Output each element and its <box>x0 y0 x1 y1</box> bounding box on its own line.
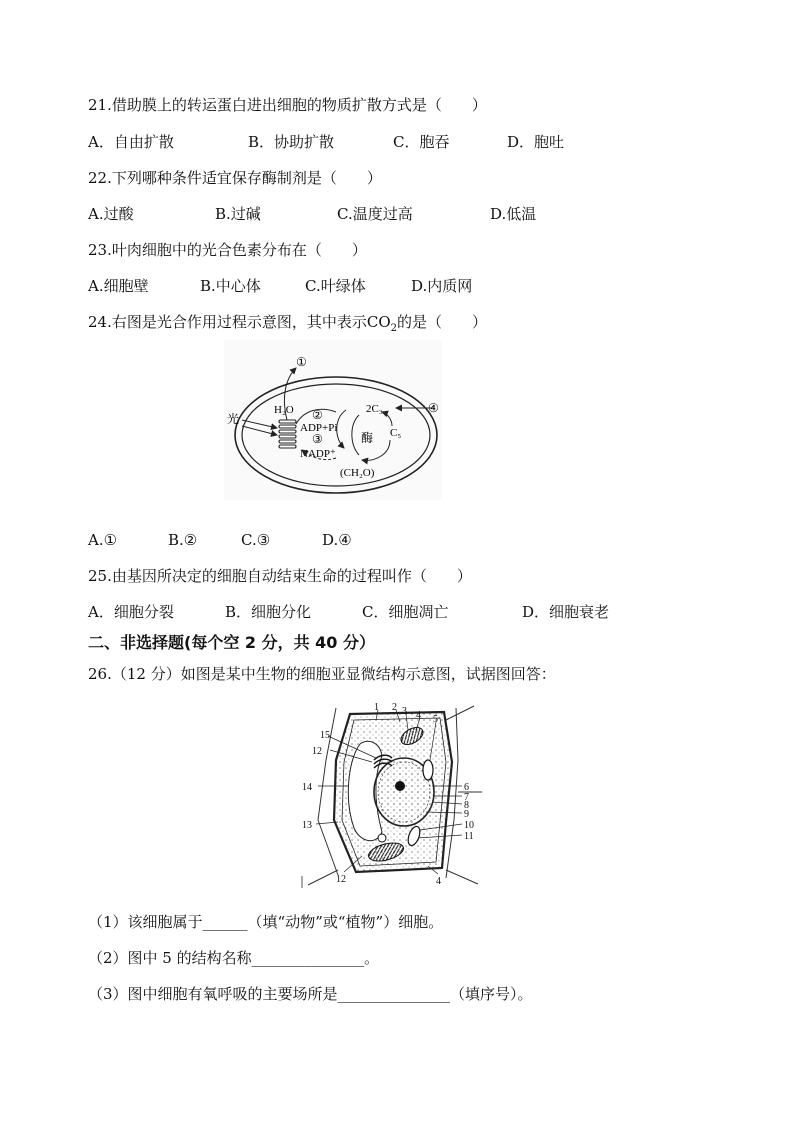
cell-label-7: 7 <box>464 792 469 803</box>
cell-label-15: 15 <box>320 730 330 741</box>
plant-cell-diagram <box>296 700 486 890</box>
cell-label-6: 6 <box>464 782 469 793</box>
q22-option-a: A.过酸 <box>88 205 134 223</box>
q25-option-b: B．细胞分化 <box>225 603 312 621</box>
h2o-label: H₂O <box>274 404 294 416</box>
mitochondrion <box>423 760 433 780</box>
enzyme-label: 酶 <box>361 431 374 445</box>
marker-2: ② <box>312 408 323 422</box>
q21-stem: 21.借助膜上的转运蛋白进出细胞的物质扩散方式是（ ） <box>88 96 487 114</box>
adp-label: ADP+Pi <box>300 422 338 434</box>
cell-label-4b: 4 <box>436 876 441 887</box>
q23-stem: 23.叶肉细胞中的光合色素分布在（ ） <box>88 241 367 259</box>
q24-option-d: D.④ <box>322 531 352 549</box>
photosynthesis-diagram <box>224 340 442 500</box>
cell-label-10: 10 <box>464 820 474 831</box>
cell-label-11: 11 <box>464 831 474 842</box>
marker-4: ④ <box>428 401 439 415</box>
cell-label-4: 4 <box>416 710 421 721</box>
c3-label: 2C₃ <box>366 403 383 415</box>
cell-label-3: 3 <box>402 706 407 717</box>
cell-label-9: 9 <box>464 809 469 820</box>
q26-sub1: （1）该细胞属于______（填“动物”或“植物”）细胞。 <box>88 913 444 931</box>
q25-stem: 25.由基因所决定的细胞自动结束生命的过程叫作（ ） <box>88 567 472 585</box>
q22-option-c: C.温度过高 <box>337 205 413 223</box>
q25-option-c: C．细胞凋亡 <box>362 603 449 621</box>
cell-label-13: 13 <box>302 820 312 831</box>
q21-option-b: B．协助扩散 <box>248 133 335 151</box>
marker-3: ③ <box>312 432 323 446</box>
q22-option-d: D.低温 <box>490 205 537 223</box>
nadp-label: NADP⁺ <box>300 448 336 460</box>
q22-stem: 22.下列哪种条件适宜保存酶制剂是（ ） <box>88 169 382 187</box>
q24-stem: 24.右图是光合作用过程示意图，其中表示$CO_2$的是（ ） <box>88 313 488 334</box>
q23-option-a: A.细胞壁 <box>88 277 149 295</box>
cell-label-14: 14 <box>302 782 312 793</box>
nucleolus <box>395 781 405 791</box>
ch2o-label: (CH₂O) <box>340 467 375 479</box>
q21-option-c: C．胞吞 <box>393 133 450 151</box>
q26-sub3: （3）图中细胞有氧呼吸的主要场所是_______________（填序号）。 <box>88 985 533 1003</box>
cell-label-12: 12 <box>312 746 322 757</box>
q23-option-d: D.内质网 <box>411 277 473 295</box>
cell-label-2: 2 <box>392 702 397 713</box>
q23-option-b: B.中心体 <box>200 277 261 295</box>
cell-label-1: 1 <box>374 702 379 713</box>
q21-option-d: D．胞吐 <box>507 133 565 151</box>
q24-option-b: B.② <box>168 531 198 549</box>
c5-label: C₅ <box>390 427 402 439</box>
q25-option-d: D．细胞衰老 <box>522 603 610 621</box>
cell-label-12b: 12 <box>336 874 346 885</box>
q26-stem: 26.（12 分）如图是某中生物的细胞亚显微结构示意图，试据图回答： <box>88 665 556 683</box>
q24-option-c: C.③ <box>241 531 271 549</box>
q24-option-a: A.① <box>88 531 118 549</box>
q22-option-b: B.过碱 <box>215 205 261 223</box>
cell-label-8: 8 <box>464 800 469 811</box>
marker-1: ① <box>296 355 307 369</box>
cell-label-5: 5 <box>433 714 438 725</box>
q21-option-a: A．自由扩散 <box>88 133 174 151</box>
section-heading: 二、非选择题(每个空 2 分，共 40 分） <box>88 633 375 652</box>
q26-sub2: （2）图中 5 的结构名称_______________。 <box>88 949 380 967</box>
q23-option-c: C.叶绿体 <box>305 277 366 295</box>
light-label: 光 <box>227 412 240 426</box>
q25-option-a: A．细胞分裂 <box>88 603 174 621</box>
